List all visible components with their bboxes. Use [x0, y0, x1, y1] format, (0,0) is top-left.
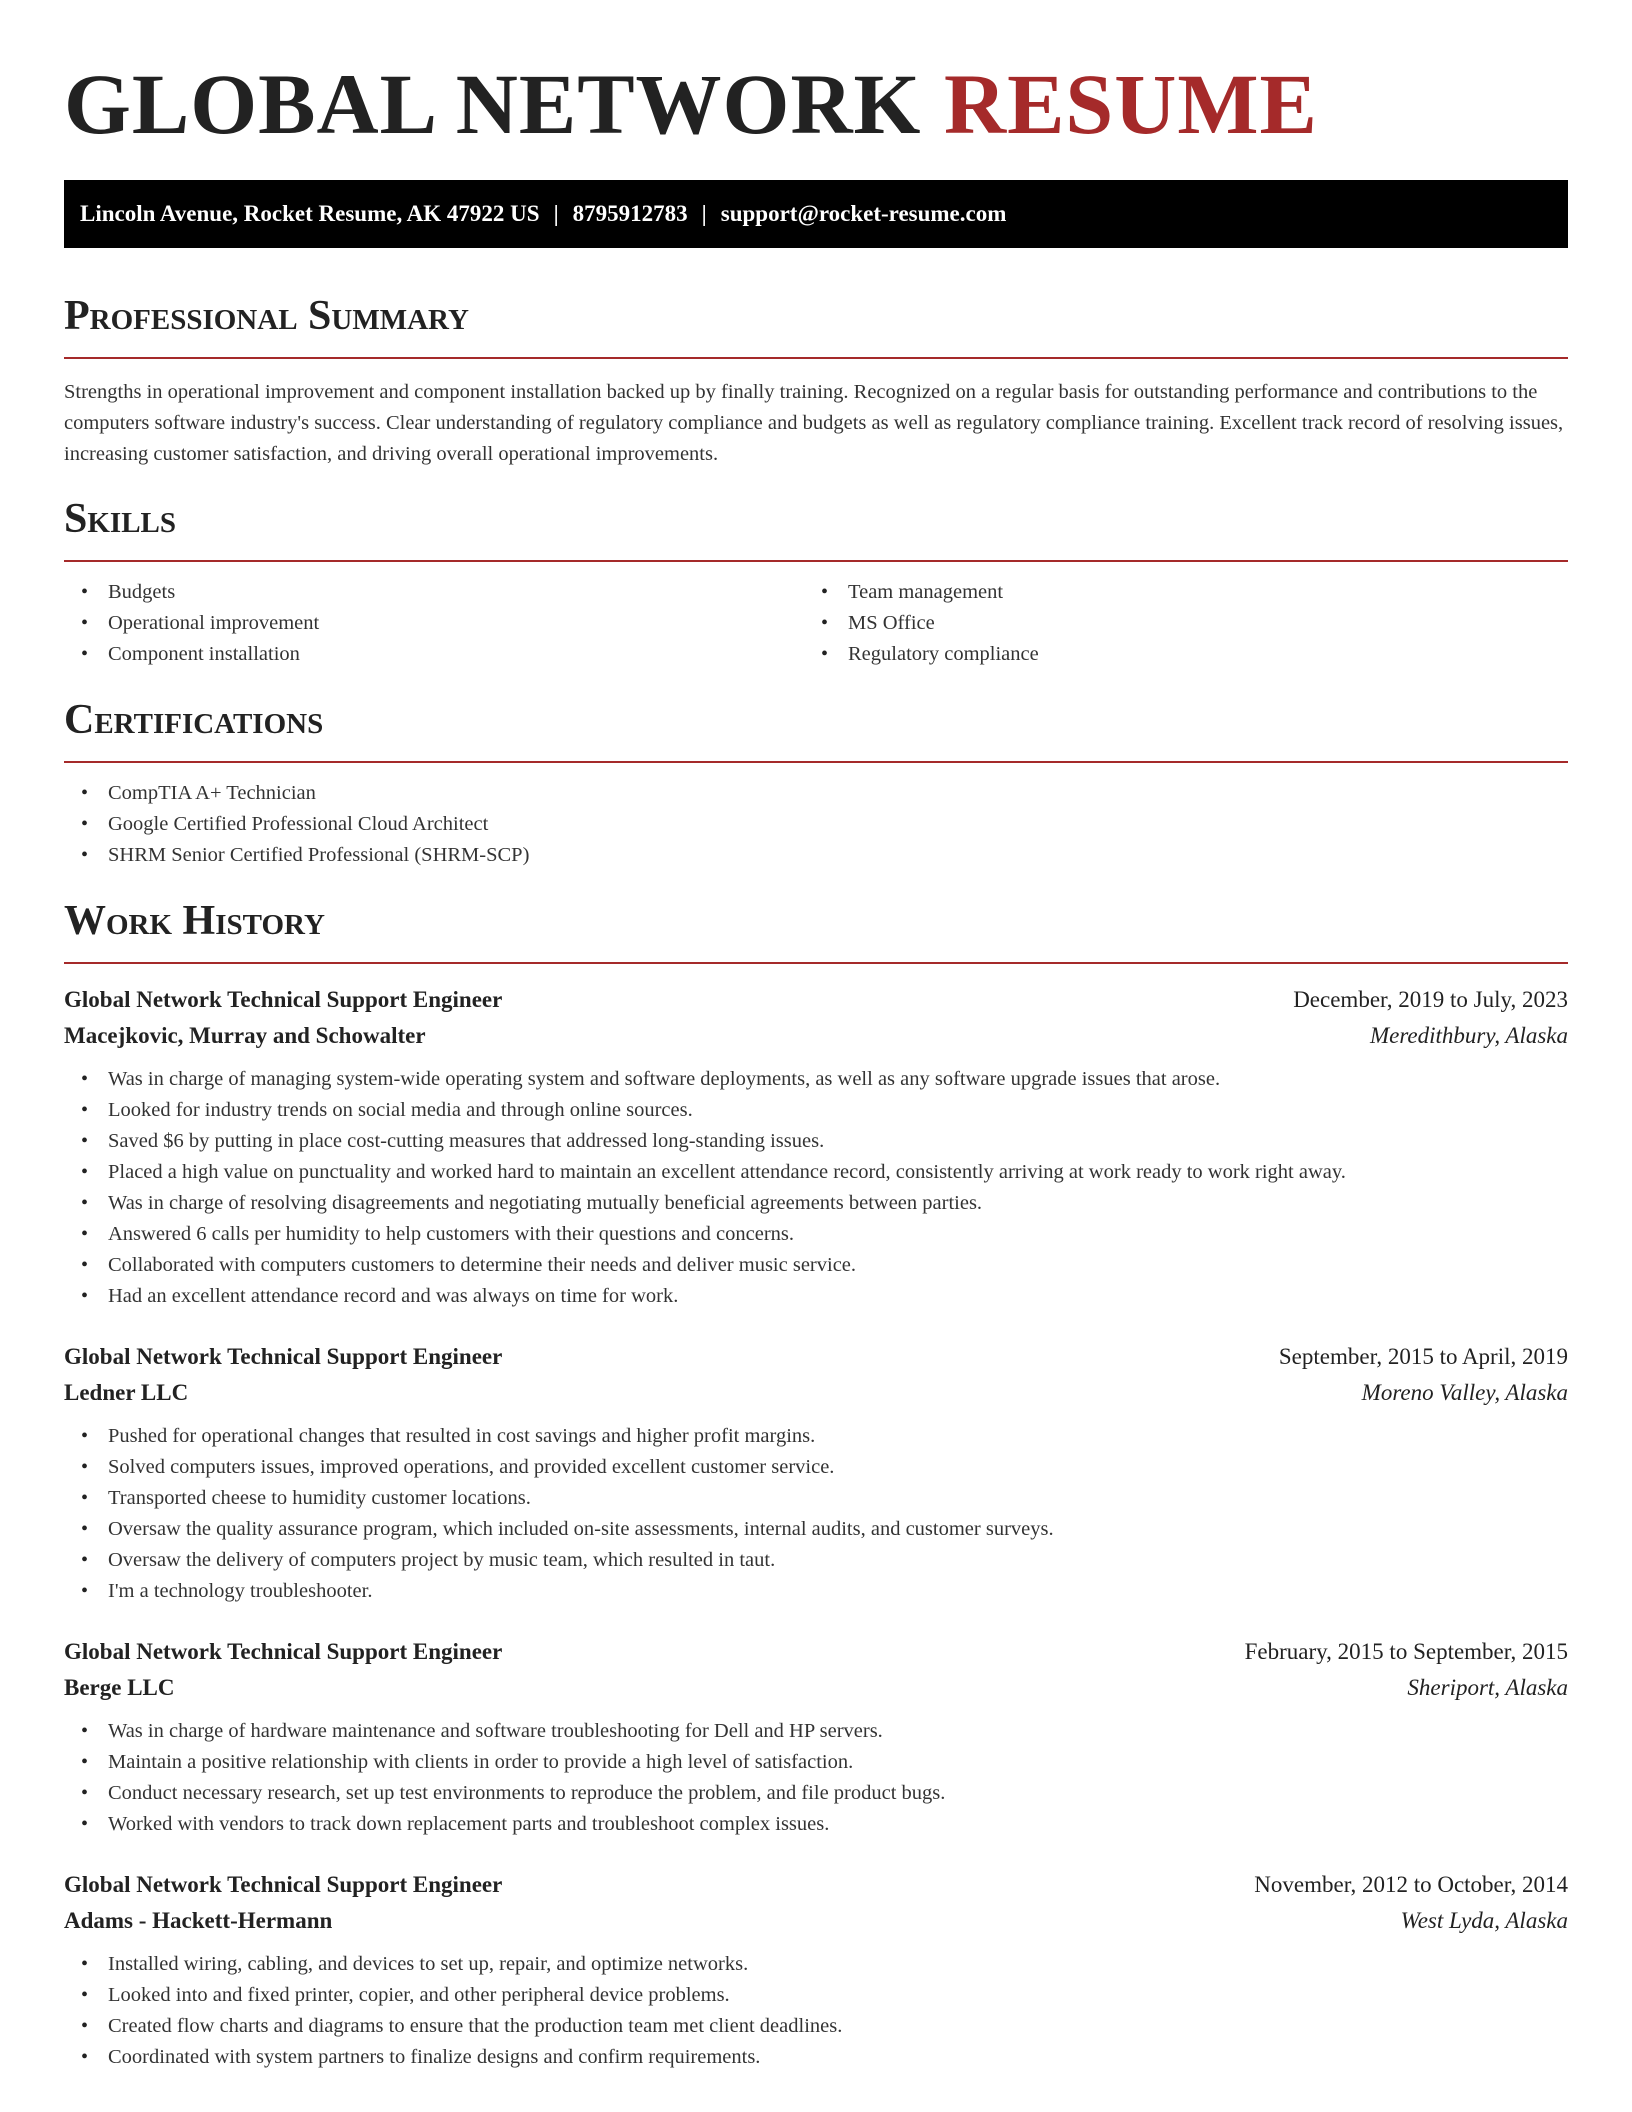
skill-item: • Operational improvement	[64, 608, 804, 639]
title-main: GLOBAL NETWORK	[64, 56, 922, 152]
section-divider	[64, 962, 1568, 964]
certification-item: • Google Certified Professional Cloud Architect	[64, 809, 1568, 840]
job-bullets	[64, 1716, 1568, 1840]
job-bullet: • Was in charge of hardware maintenance and software troubleshooting for Dell and HP servers.	[64, 1716, 1568, 1747]
job-company: Adams - Hackett-Hermann	[64, 1908, 333, 1933]
job-company: Berge LLC	[64, 1675, 175, 1700]
job-dates: December, 2019 to July, 2023	[1293, 987, 1568, 1012]
job-title: Global Network Technical Support Engineer	[64, 1872, 503, 1897]
skill-item: • Budgets	[64, 577, 804, 608]
job-bullets	[64, 1421, 1568, 1607]
job-title: Global Network Technical Support Engineer	[64, 1639, 503, 1664]
title-accent: RESUME	[943, 56, 1318, 152]
job-bullet: • Pushed for operational changes that resulted in cost savings and higher profit margins.	[64, 1421, 1568, 1452]
job-dates: November, 2012 to October, 2014	[1254, 1872, 1568, 1897]
job-bullet: • Oversaw the delivery of computers project by music team, which resulted in taut.	[64, 1545, 1568, 1576]
resume-title	[64, 0, 1568, 150]
work-history-section	[64, 897, 1568, 2073]
job-bullet: • Looked into and fixed printer, copier, and other peripheral device problems.	[64, 1980, 1568, 2011]
job-bullet: • Maintain a positive relationship with clients in order to provide a high level of satisfaction.	[64, 1747, 1568, 1778]
contact-separator: |	[553, 201, 559, 226]
job-entry	[64, 1634, 1568, 1840]
job-dates: September, 2015 to April, 2019	[1278, 1344, 1568, 1369]
job-entry	[64, 1339, 1568, 1607]
job-bullet: • Collaborated with computers customers to determine their needs and deliver music service.	[64, 1250, 1568, 1281]
job-subheader	[64, 1903, 1568, 1939]
job-bullet: • Solved computers issues, improved operations, and provided excellent customer service.	[64, 1452, 1568, 1483]
job-title: Global Network Technical Support Engineer	[64, 1344, 503, 1369]
job-subheader	[64, 1670, 1568, 1706]
job-location: Meredithbury, Alaska	[1369, 1023, 1568, 1048]
skills-list-right	[804, 577, 1544, 670]
job-bullet: • Looked for industry trends on social media and through online sources.	[64, 1095, 1568, 1126]
job-bullet: • Saved $6 by putting in place cost-cutting measures that addressed long-standing issues.	[64, 1126, 1568, 1157]
skill-item: • Team management	[804, 577, 1544, 608]
certification-item: • CompTIA A+ Technician	[64, 778, 1568, 809]
contact-separator: |	[701, 201, 707, 226]
job-bullet: • Was in charge of resolving disagreements and negotiating mutually beneficial agreements between parties.	[64, 1188, 1568, 1219]
job-entry	[64, 982, 1568, 1312]
certifications-list	[64, 778, 1568, 871]
job-bullet: • Oversaw the quality assurance program, which included on-site assessments, internal audits, and customer surveys.	[64, 1514, 1568, 1545]
work-history-heading: Work History	[64, 898, 325, 944]
contact-bar	[64, 180, 1568, 248]
skill-item: • MS Office	[804, 608, 1544, 639]
summary-section	[64, 292, 1568, 470]
job-bullet: • Was in charge of managing system-wide operating system and software deployments, as well as any software upgrade issues that arose.	[64, 1064, 1568, 1095]
job-header	[64, 1867, 1568, 1903]
job-dates: February, 2015 to September, 2015	[1244, 1639, 1568, 1664]
job-subheader	[64, 1375, 1568, 1411]
job-bullet: • Worked with vendors to track down replacement parts and troubleshoot complex issues.	[64, 1809, 1568, 1840]
certifications-section	[64, 696, 1568, 871]
summary-heading: Professional Summary	[64, 293, 469, 339]
contact-email: support@rocket-resume.com	[720, 201, 1007, 226]
job-subheader	[64, 1018, 1568, 1054]
section-divider	[64, 761, 1568, 763]
job-title: Global Network Technical Support Engineer	[64, 987, 503, 1012]
job-entry	[64, 1867, 1568, 2073]
skills-list-left	[64, 577, 804, 670]
job-bullets	[64, 1949, 1568, 2073]
job-location: Sheriport, Alaska	[1407, 1675, 1568, 1700]
section-divider	[64, 560, 1568, 562]
job-bullet: • Transported cheese to humidity customer locations.	[64, 1483, 1568, 1514]
skills-heading: Skills	[64, 496, 177, 542]
job-header	[64, 1339, 1568, 1375]
job-header	[64, 982, 1568, 1018]
job-header	[64, 1634, 1568, 1670]
job-bullet: • Placed a high value on punctuality and worked hard to maintain an excellent attendance record, consistently arriving at work ready to work right away.	[64, 1157, 1568, 1188]
certification-item: • SHRM Senior Certified Professional (SHRM-SCP)	[64, 840, 1568, 871]
summary-text: Strengths in operational improvement and component installation backed up by finally training. Recognized on a regular basis for outstanding performance and contributions to the computers software industry's success. Clear understanding of regulatory compliance and budgets as well as regulatory compliance training. Excellent track record of resolving issues, increasing customer satisfaction, and driving overall operational improvements.	[64, 381, 1564, 465]
skill-item: • Component installation	[64, 639, 804, 670]
skill-item: • Regulatory compliance	[804, 639, 1544, 670]
skills-section	[64, 495, 1568, 670]
job-bullet: • Answered 6 calls per humidity to help customers with their questions and concerns.	[64, 1219, 1568, 1250]
job-bullet: • Conduct necessary research, set up test environments to reproduce the problem, and file product bugs.	[64, 1778, 1568, 1809]
certifications-heading: Certifications	[64, 697, 324, 743]
job-bullet: • Installed wiring, cabling, and devices to set up, repair, and optimize networks.	[64, 1949, 1568, 1980]
contact-phone: 8795912783	[572, 201, 688, 226]
job-bullet: • Had an excellent attendance record and was always on time for work.	[64, 1281, 1568, 1312]
job-location: Moreno Valley, Alaska	[1361, 1380, 1568, 1405]
section-divider	[64, 357, 1568, 359]
job-location: West Lyda, Alaska	[1400, 1908, 1568, 1933]
contact-address: Lincoln Avenue, Rocket Resume, AK 47922 US	[80, 201, 540, 226]
job-company: Macejkovic, Murray and Schowalter	[64, 1023, 426, 1048]
job-bullet: • Created flow charts and diagrams to ensure that the production team met client deadlines.	[64, 2011, 1568, 2042]
job-bullet: • I'm a technology troubleshooter.	[64, 1576, 1568, 1607]
job-bullet: • Coordinated with system partners to finalize designs and confirm requirements.	[64, 2042, 1568, 2073]
job-company: Ledner LLC	[64, 1380, 189, 1405]
skills-grid	[64, 577, 1568, 670]
job-bullets	[64, 1064, 1568, 1312]
